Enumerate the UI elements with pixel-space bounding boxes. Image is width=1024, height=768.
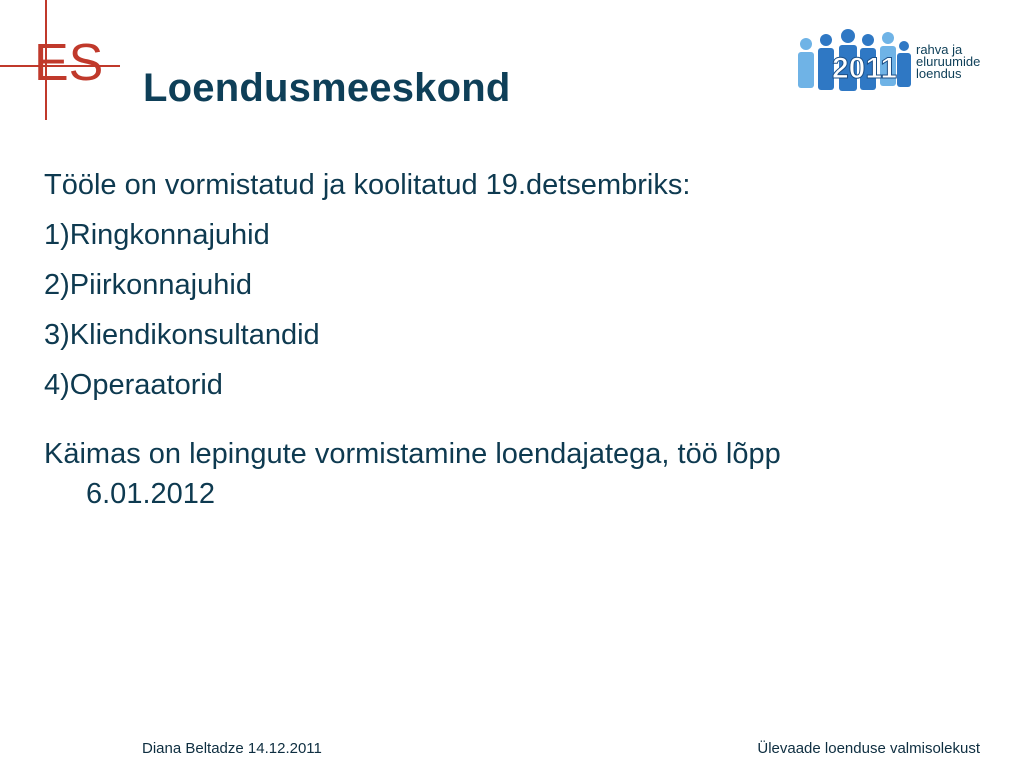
census-logo-line: rahva ja: [916, 42, 963, 57]
list-item: 3)Kliendikonsultandid: [44, 319, 320, 351]
paragraph-line: Käimas on lepingute vormistamine loendajatega, töö lõpp: [44, 438, 781, 470]
intro-text: Tööle on vormistatud ja koolitatud 19.detsembriks:: [44, 169, 691, 201]
footer-author-date: Diana Beltadze 14.12.2011: [142, 740, 322, 757]
es-logo-icon: [0, 0, 120, 120]
status-paragraph: [44, 434, 984, 514]
slide-body: [44, 160, 984, 514]
list-item: 2)Piirkonnajuhid: [44, 269, 252, 301]
census-logo-line: loendus: [916, 66, 962, 81]
census-logo-mark: 2011: [832, 52, 898, 85]
census-logo-text: [916, 44, 980, 80]
list-item: 1)Ringkonnajuhid: [44, 219, 270, 251]
svg-text:ES: ES: [34, 34, 104, 92]
footer-title: Ülevaade loenduse valmisolekust: [757, 740, 980, 757]
list-item: 4)Operaatorid: [44, 369, 223, 401]
page-title: Loendusmeeskond: [143, 66, 511, 110]
paragraph-date: 6.01.2012: [86, 478, 216, 510]
census-logo-line: eluruumide: [916, 54, 981, 69]
